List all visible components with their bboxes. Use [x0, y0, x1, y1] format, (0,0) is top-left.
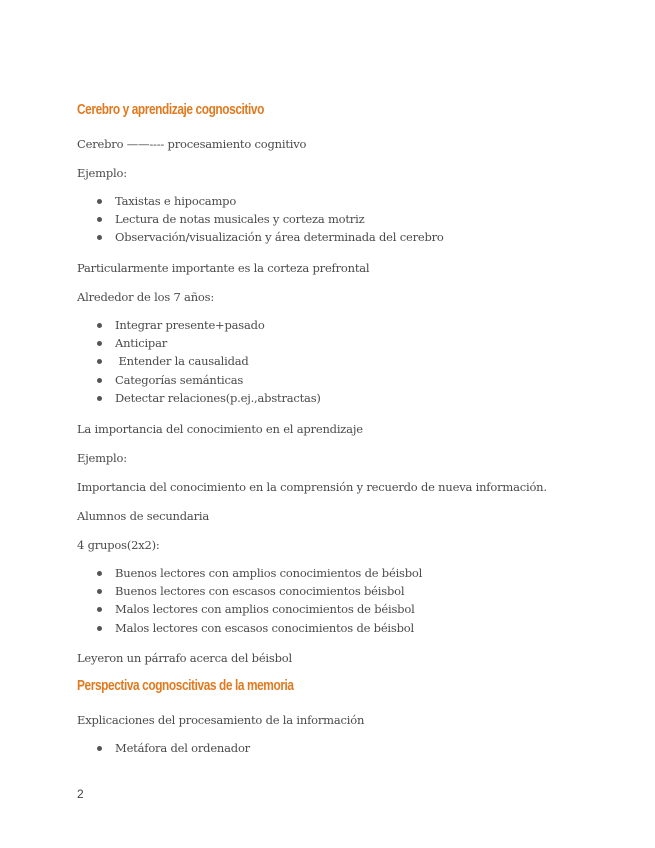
list-item: Categorías semánticas — [96, 371, 321, 389]
bullet-icon — [97, 378, 102, 383]
paragraph-cerebro-procesamiento: Cerebro ——---- procesamiento cognitivo — [77, 137, 307, 151]
paragraph-corteza-prefrontal: Particularmente importante es la corteza prefrontal — [77, 261, 370, 275]
list-item: Buenos lectores con amplios conocimientos de béisbol — [96, 564, 422, 582]
list-item: Metáfora del ordenador — [96, 739, 250, 757]
examples-list — [96, 192, 444, 247]
bullet-icon — [97, 341, 102, 346]
paragraph-explicaciones: Explicaciones del procesamiento de la información — [77, 713, 365, 727]
list-item: Lectura de notas musicales y corteza motriz — [96, 210, 444, 228]
bullet-icon — [97, 571, 102, 576]
bullet-icon — [97, 359, 102, 364]
paragraph-alrededor: Alrededor de los 7 años: — [77, 290, 215, 304]
memory-list — [96, 739, 250, 757]
list-item: Buenos lectores con escasos conocimientos béisbol — [96, 582, 422, 600]
section-heading-memoria: Perspectiva cognoscitivas de la memoria — [77, 678, 294, 694]
bullet-icon — [97, 396, 102, 401]
bullet-icon — [97, 626, 102, 631]
section-heading-cerebro: Cerebro y aprendizaje cognoscitivo — [77, 102, 264, 118]
paragraph-importancia-comprension: Importancia del conocimiento en la comprensión y recuerdo de nueva información. — [77, 480, 547, 494]
paragraph-grupos: 4 grupos(2x2): — [77, 538, 160, 552]
bullet-icon — [97, 589, 102, 594]
list-item: Malos lectores con escasos conocimientos de béisbol — [96, 619, 422, 637]
list-item: Entender la causalidad — [96, 352, 321, 370]
age-skills-list — [96, 316, 321, 407]
paragraph-leyeron: Leyeron un párrafo acerca del béisbol — [77, 651, 292, 665]
bullet-icon — [97, 235, 102, 240]
bullet-icon — [97, 746, 102, 751]
paragraph-ejemplo: Ejemplo: — [77, 166, 127, 180]
list-item: Taxistas e hipocampo — [96, 192, 444, 210]
list-item: Integrar presente+pasado — [96, 316, 321, 334]
groups-list — [96, 564, 422, 637]
page-number: 2 — [77, 787, 84, 801]
bullet-icon — [97, 607, 102, 612]
paragraph-importancia-conocimiento: La importancia del conocimiento en el aprendizaje — [77, 422, 363, 436]
paragraph-alumnos: Alumnos de secundaria — [77, 509, 210, 523]
list-item: Anticipar — [96, 334, 321, 352]
list-item: Malos lectores con amplios conocimientos de béisbol — [96, 600, 422, 618]
list-item: Detectar relaciones(p.ej.,abstractas) — [96, 389, 321, 407]
paragraph-ejemplo-2: Ejemplo: — [77, 451, 127, 465]
bullet-icon — [97, 323, 102, 328]
bullet-icon — [97, 199, 102, 204]
list-item: Observación/visualización y área determinada del cerebro — [96, 228, 444, 246]
bullet-icon — [97, 217, 102, 222]
